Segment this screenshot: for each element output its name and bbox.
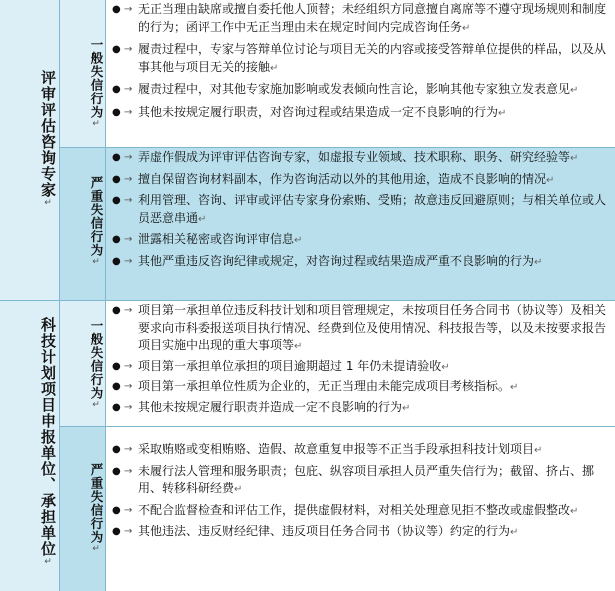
items-cell [106, 301, 615, 427]
arrow-icon: → [124, 106, 133, 118]
bullet-icon: ● [112, 106, 121, 118]
list-item: ● → 项目第一承担单位承担的项目逾期超过 1 年仍未提请验收↵ [112, 358, 611, 377]
arrow-icon: → [124, 526, 133, 537]
arrow-icon: → [124, 504, 133, 516]
list-item: ● → 项目第一承担单位性质为企业的，无正当理由未能完成项目考核指标。↵ [112, 378, 611, 397]
list-item: ● → 项目第一承担单位违反科技计划和项目管理规定，未按项目任务合同书（协议等）及相关要求向市科委报送项目执行情况、经费到位及使用情况、科技报告等，以及未按要求报告项目实施中出现的重大事项等↵ [112, 303, 607, 352]
subcategory-label: 严重失信行为↵ [89, 176, 104, 268]
bullet-icon: ● [112, 401, 121, 413]
subcategory-label: 一般失信行为↵ [89, 319, 104, 411]
items-cell [106, 148, 615, 301]
arrow-icon: → [124, 195, 133, 206]
bullet-icon: ● [112, 444, 121, 455]
arrow-icon: → [124, 234, 133, 245]
arrow-icon: → [124, 381, 133, 392]
category-cell-expert [0, 0, 60, 301]
subcategory-cell [60, 148, 106, 301]
category-cell-project-unit [0, 301, 60, 591]
list-item: ● → 利用管理、咨询、评审或评估专家身份索贿、受贿；故意违反回避原则；与相关单位或人员恶意串通↵ [112, 193, 607, 225]
list-item: ● → 其他违法、违反财经纪律、违反项目任务合同书（协议等）约定的行为↵ [112, 523, 611, 542]
bullet-icon: ● [112, 195, 121, 206]
items-cell [106, 0, 615, 148]
list-item: ● → 履责过程中，专家与答辩单位讨论与项目无关的内容或接受答辩单位提供的样品，以及从事其他与项目无关的接触↵ [112, 42, 607, 74]
bullet-icon: ● [112, 84, 121, 95]
arrow-icon: → [124, 401, 133, 413]
arrow-icon: → [124, 360, 133, 372]
list-item: ● → 其他未按规定履行职责并造成一定不良影响的行为↵ [112, 399, 611, 418]
subcategory-cell [60, 0, 106, 148]
list-item: ● → 不配合监督检查和评估工作，提供虚假材料，对相关处理意见拒不整改或虚假整改↵ [112, 502, 611, 521]
item-list [106, 302, 615, 417]
arrow-icon: → [124, 44, 133, 55]
bullet-icon: ● [112, 504, 121, 516]
list-item: ● → 采取贿赂或变相贿赂、造假、故意重复申报等不正当手段承担科技计划项目↵ [112, 441, 611, 460]
subcategory-label: 一般失信行为↵ [89, 38, 104, 130]
list-item: ● → 泄露相关秘密或咨询评审信息↵ [112, 231, 611, 250]
subcategory-label: 严重失信行为↵ [89, 463, 104, 555]
arrow-icon: → [124, 84, 133, 95]
items-cell [106, 427, 615, 591]
list-item: ● → 未履行法人管理和服务职责；包庇、纵容项目承担人员严重失信行为；截留、挤占、挪用、转移科研经费↵ [112, 463, 595, 495]
bullet-icon: ● [112, 381, 121, 392]
arrow-icon: → [124, 4, 133, 15]
category-title: 科技计划项目申报单位、承担单位↵ [39, 317, 57, 568]
subcategory-cell [60, 427, 106, 591]
item-list [106, 441, 615, 542]
bullet-icon: ● [112, 4, 121, 15]
bullet-icon: ● [112, 44, 121, 55]
category-title: 评审评估咨询专家↵ [39, 70, 57, 209]
bullet-icon: ● [112, 465, 121, 477]
list-item: ● → 其他未按规定履行职责，对咨询过程或结果造成一定不良影响的行为↵ [112, 104, 611, 123]
bullet-icon: ● [112, 234, 121, 245]
bullet-icon: ● [112, 152, 121, 163]
list-item: ● → 无正当理由缺席或擅自委托他人顶替；未经组织方同意擅自离席等不遵守现场规则和制度的行为；函评工作中无正当理由未在规定时间内完成咨询任务↵ [112, 2, 607, 34]
arrow-icon: → [124, 173, 133, 185]
bullet-icon: ● [112, 360, 121, 372]
arrow-icon: → [124, 444, 133, 455]
bullet-icon: ● [112, 255, 121, 267]
arrow-icon: → [124, 465, 133, 477]
list-item: ● → 擅自保留咨询材料副本，作为咨询活动以外的其他用途，造成不良影响的情况↵ [112, 171, 611, 190]
arrow-icon: → [124, 255, 133, 267]
subcategory-cell [60, 301, 106, 427]
list-item: ● → 弄虚作假成为评审评估咨询专家，如虚报专业领域、技术职称、职务、研究经验等↵ [112, 149, 611, 168]
arrow-icon: → [124, 152, 133, 163]
list-item: ● → 履责过程中，对其他专家施加影响或发表倾向性言论，影响其他专家独立发表意见↵ [112, 81, 611, 100]
arrow-icon: → [124, 305, 133, 316]
bullet-icon: ● [112, 305, 121, 316]
bullet-icon: ● [112, 173, 121, 185]
list-item: ● → 其他严重违反咨询纪律或规定，对咨询过程或结果造成严重不良影响的行为↵ [112, 253, 611, 272]
item-list [106, 1, 615, 122]
bullet-icon: ● [112, 526, 121, 537]
item-list [106, 149, 615, 271]
